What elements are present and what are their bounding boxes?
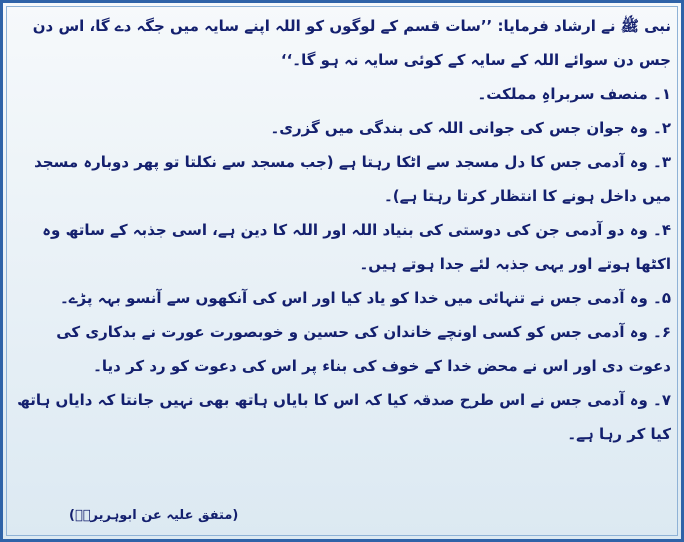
hadith-reference: (متفق علیہ عن ابوہریرہؓ)	[69, 508, 239, 523]
hadith-item-4: ۴۔ وہ دو آدمی جن کی دوستی کی بنیاد اللہ اور اللہ کا دین ہے، اسی جذبہ کے ساتھ وہ اکٹھا ہوتے اور یہی جذبہ لئے جدا ہوتے ہیں۔	[42, 221, 671, 273]
hadith-text	[13, 9, 671, 451]
hadith-item-6: ۶۔ وہ آدمی جس کو کسی اونچے خاندان کی حسین و خوبصورت عورت نے بدکاری کی دعوت دی اور اس نے محض خدا کے خوف کی بناء پر اس کی دعوت کو رد کر دیا۔	[56, 323, 671, 375]
hadith-item-2: ۲۔ وہ جوان جس کی جوانی اللہ کی بندگی میں گزری۔	[270, 119, 671, 137]
hadith-item-5: ۵۔ وہ آدمی جس نے تنہائی میں خدا کو یاد کیا اور اس کی آنکھوں سے آنسو بہہ پڑے۔	[59, 289, 671, 307]
hadith-intro: نبی ﷺ نے ارشاد فرمایا: ’’سات قسم کے لوگوں کو اللہ اپنے سایہ میں جگہ دے گا، اس دن جس دن سوائے اللہ کے سایہ کے کوئی سایہ نہ ہو گا۔‘‘	[32, 17, 671, 69]
hadith-item-1: ۱۔ منصف سربراہِ مملکت۔	[477, 85, 671, 103]
hadith-item-3: ۳۔ وہ آدمی جس کا دل مسجد سے اٹکا رہتا ہے (جب مسجد سے نکلتا تو پھر دوبارہ مسجد میں داخل ہونے کا انتظار کرتا رہتا ہے)۔	[34, 153, 671, 205]
hadith-item-7: ۷۔ وہ آدمی جس نے اس طرح صدقہ کیا کہ اس کا بایاں ہاتھ بھی نہیں جانتا کہ دایاں ہاتھ کیا کر رہا ہے۔	[17, 391, 671, 443]
